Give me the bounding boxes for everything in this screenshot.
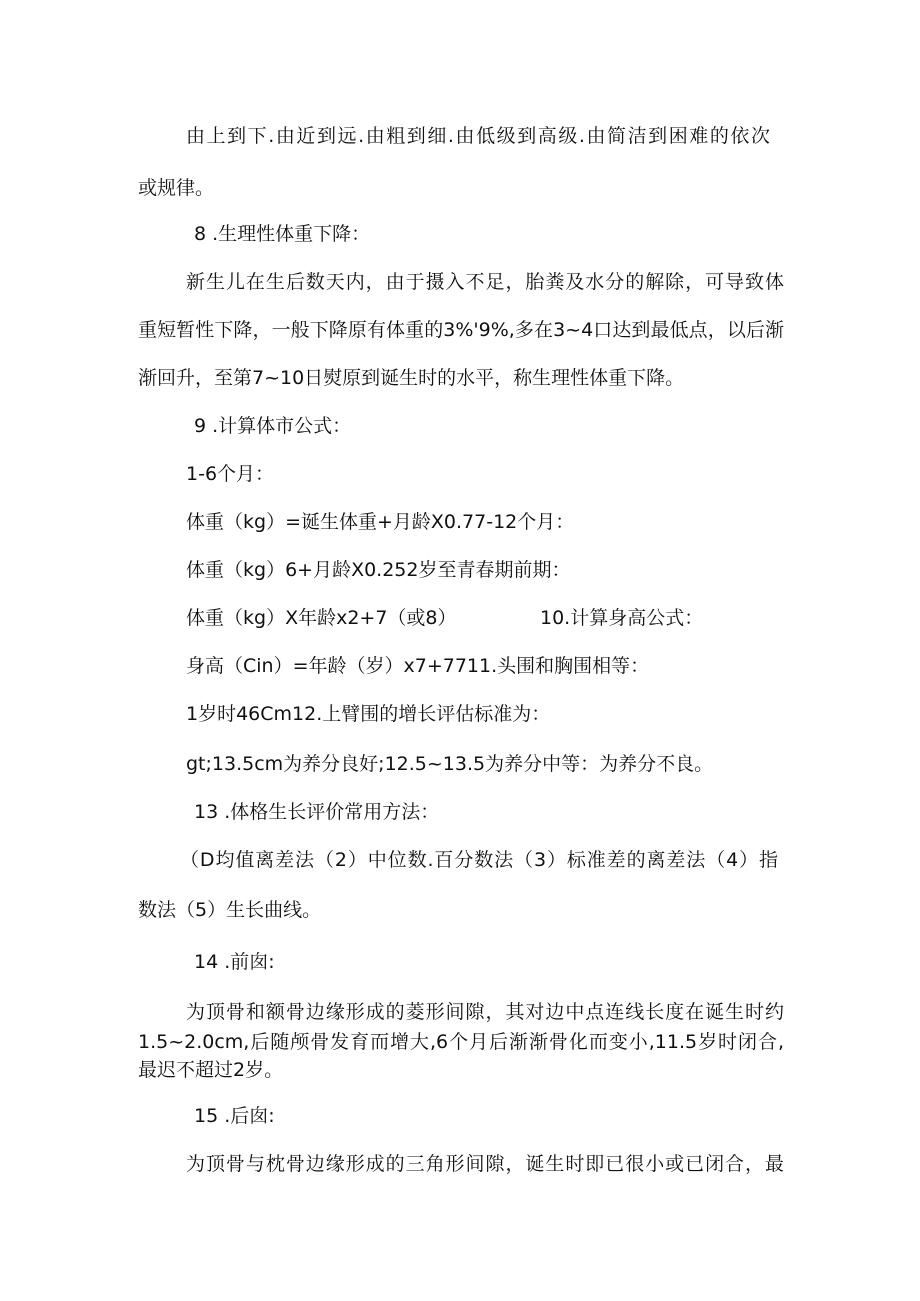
paragraph-line: 体重（kg）6+月龄X0.252岁至青春期前期：	[186, 559, 571, 581]
paragraph-line: 重短暂性下降，一般下降原有体重的3%'9%,多在3~4口达到最低点，以后渐	[138, 319, 784, 341]
paragraph-line: 1-6个月：	[186, 463, 275, 485]
paragraph-line: gt;13.5cm为养分良好;12.5~13.5为养分中等：为养分不良。	[186, 753, 714, 775]
section-heading: 9 .计算体市公式：	[194, 415, 352, 437]
section-heading: 14 .前囱:	[194, 951, 275, 973]
paragraph-line: 体重（kg）X年龄x2+7（或8）	[186, 607, 457, 629]
paragraph-line: 新生儿在生后数天内，由于摄入不足，胎粪及水分的解除，可导致体	[186, 271, 784, 293]
paragraph-line: 1岁时46Cm12.上臂围的增长评估标准为：	[186, 703, 551, 725]
section-heading: 8 .生理性体重下降：	[194, 223, 371, 245]
paragraph-line: 数法（5）生长曲线。	[138, 899, 322, 921]
paragraph-line: 体重（kg）=诞生体重+月龄X0.77-12个月：	[186, 511, 575, 533]
section-heading: 13 .体格生长评价常用方法：	[194, 801, 440, 823]
paragraph-line: 为顶骨和额骨边缘形成的菱形间隙，其对边中点连线长度在诞生时约	[186, 1001, 784, 1023]
paragraph-line: 为顶骨与枕骨边缘形成的三角形间隙，诞生时即已很小或已闭合，最	[186, 1153, 784, 1175]
paragraph-line: （D均值离差法（2）中位数.百分数法（3）标准差的离差法（4）指	[180, 849, 778, 871]
paragraph-line: 最迟不超过2岁。	[138, 1059, 284, 1081]
paragraph-line: 1.5~2.0cm,后随颅骨发育而增大,6个月后渐渐骨化而变小,11.5岁时闭合,	[138, 1031, 784, 1053]
paragraph-line: 或规律。	[138, 177, 215, 199]
paragraph-line: 由上到下.由近到远.由粗到细.由低级到高级.由简洁到困难的依次	[186, 125, 770, 147]
paragraph-line: 渐回升，至第7~10日熨原到诞生时的水平，称生理性体重下降。	[138, 367, 685, 389]
section-heading: 15 .后囱:	[194, 1105, 275, 1127]
paragraph-line: 身高（Cin）=年龄（岁）x7+7711.头围和胸围相等：	[186, 655, 650, 677]
section-heading: 10.计算身高公式：	[540, 607, 704, 629]
